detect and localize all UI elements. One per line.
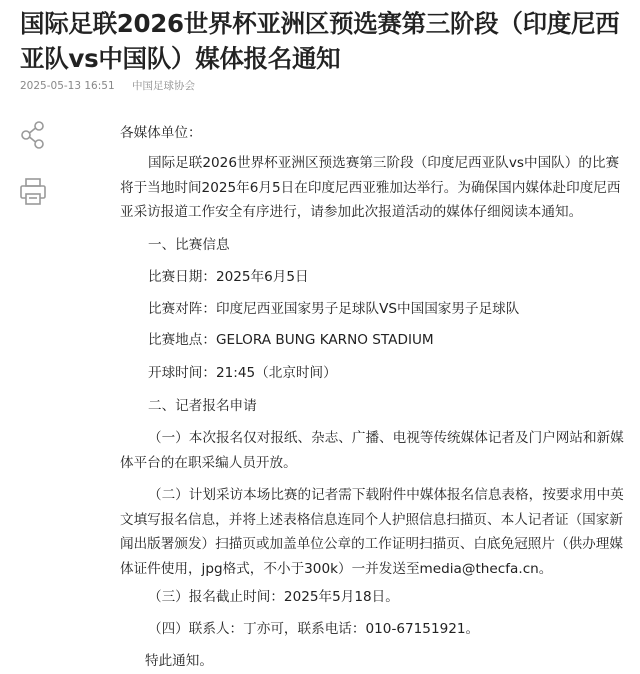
article-source: 中国足球协会 <box>131 80 195 92</box>
match-venue: 比赛地点：GELORA BUNG KARNO STADIUM <box>148 332 434 348</box>
kickoff-time: 开球时间：21:45（北京时间） <box>148 365 337 381</box>
match-date: 比赛日期：2025年6月5日 <box>148 269 309 285</box>
print-icon[interactable] <box>18 177 48 207</box>
article-body <box>120 121 635 674</box>
text-line: 文填写报名信息，并将上述表格信息连同个人护照信息扫描页、本人记者证（国家新 <box>120 511 623 528</box>
item-1 <box>120 426 635 475</box>
share-icon[interactable] <box>18 120 48 150</box>
item-4: （四）联系人：丁亦可，联系电话：010-67151921。 <box>148 621 480 637</box>
greeting: 各媒体单位： <box>120 125 202 141</box>
text-line: 亚采访报道工作安全有序进行，请参加此次报道活动的媒体仔细阅读本通知。 <box>120 204 583 220</box>
section-heading: 二、记者报名申请 <box>148 398 257 414</box>
title-line: 国际足联2026世界杯亚洲区预选赛第三阶段（印度尼西 <box>20 9 620 38</box>
text-line: 将于当地时间2025年6月5日在印度尼西亚雅加达举行。为确保国内媒体赴印度尼西 <box>120 179 621 196</box>
section-heading: 一、比赛信息 <box>148 237 230 253</box>
text-line: 体证件使用，jpg格式，不小于300k）一并发送至media@thecfa.cn。 <box>120 560 553 577</box>
title-line: 亚队vs中国队）媒体报名通知 <box>20 44 341 73</box>
article-meta <box>20 78 640 94</box>
publish-date: 2025-05-13 16:51 <box>20 80 115 92</box>
closing: 特此通知。 <box>145 653 213 669</box>
text-line: 体平台的在职采编人员开放。 <box>120 454 297 471</box>
text-line: 闻出版署颁发）扫描页或加盖单位公章的工作证明扫描页、白底免冠照片（供办理媒 <box>120 536 623 552</box>
text-line: （二）计划采访本场比赛的记者需下载附件中媒体报名信息表格，按要求用中英 <box>148 487 624 503</box>
text-line: 国际足联2026世界杯亚洲区预选赛第三阶段（印度尼西亚队vs中国队）的比赛 <box>148 155 620 171</box>
article-header <box>20 6 640 94</box>
text-line: （一）本次报名仅对报纸、杂志、广播、电视等传统媒体记者及门户网站和新媒 <box>148 430 624 446</box>
intro-paragraph <box>120 151 635 225</box>
match-teams: 比赛对阵：印度尼西亚国家男子足球队VS中国国家男子足球队 <box>148 301 520 317</box>
article-title <box>20 6 640 76</box>
item-3: （三）报名截止时间：2025年5月18日。 <box>148 589 399 605</box>
item-2 <box>120 483 635 581</box>
